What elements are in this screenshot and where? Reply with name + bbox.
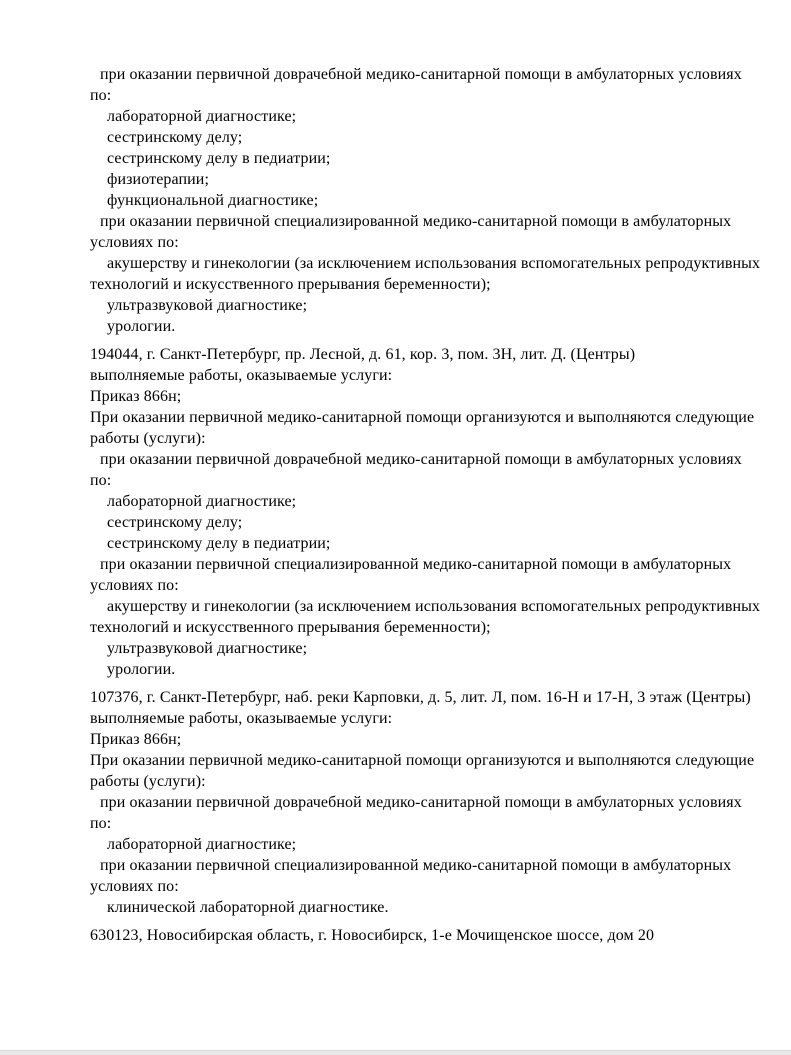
document-line: технологий и искусственного прерывания беременности); (90, 619, 491, 636)
document-line: сестринскому делу в педиатрии; (107, 150, 331, 167)
document-line: условиях по: (90, 234, 179, 251)
document-section-address-karpovki (90, 687, 771, 918)
document-line: сестринскому делу; (107, 514, 243, 531)
document-line: выполняемые работы, оказываемые услуги: (90, 710, 393, 727)
document-line: При оказании первичной медико-санитарной помощи организуются и выполняются следующие (90, 409, 755, 426)
document-line: сестринскому делу в педиатрии; (107, 535, 331, 552)
document-line: сестринскому делу; (107, 129, 243, 146)
document-section-services-continuation (90, 64, 771, 337)
document-line: урологии. (107, 661, 176, 678)
document-line: технологий и искусственного прерывания беременности); (90, 276, 491, 293)
document-line: по: (90, 87, 112, 104)
document-text (90, 64, 771, 946)
document-line: работы (услуги): (90, 430, 206, 447)
document-line: условиях по: (90, 577, 179, 594)
document-line: 630123, Новосибирская область, г. Новосибирск, 1-е Мочищенское шоссе, дом 20 (90, 927, 655, 944)
document-line: акушерству и гинекологии (за исключением использования вспомогательных репродуктивных (107, 598, 761, 615)
document-line: физиотерапии; (107, 171, 210, 188)
document-line: при оказании первичной доврачебной медико-санитарной помощи в амбулаторных условиях (100, 451, 742, 468)
document-line: работы (услуги): (90, 773, 206, 790)
document-line: лабораторной диагностике; (107, 493, 297, 510)
document-line: функциональной диагностике; (107, 192, 319, 209)
document-line: урологии. (107, 318, 176, 335)
document-line: При оказании первичной медико-санитарной помощи организуются и выполняются следующие (90, 752, 755, 769)
document-line: Приказ 866н; (90, 388, 182, 405)
bottom-divider (0, 1050, 791, 1055)
document-line: по: (90, 815, 112, 832)
document-line: клинической лабораторной диагностике. (107, 899, 389, 916)
document-line: по: (90, 472, 112, 489)
document-line: 107376, г. Санкт-Петербург, наб. реки Карповки, д. 5, лит. Л, пом. 16-Н и 17-Н, 3 этаж (Центры) (90, 689, 751, 706)
document-line: лабораторной диагностике; (107, 108, 297, 125)
document-line: выполняемые работы, оказываемые услуги: (90, 367, 393, 384)
document-line: ультразвуковой диагностике; (107, 297, 308, 314)
document-line: при оказании первичной специализированной медико-санитарной помощи в амбулаторных (100, 857, 732, 874)
document-line: при оказании первичной специализированной медико-санитарной помощи в амбулаторных (100, 556, 732, 573)
document-line: при оказании первичной доврачебной медико-санитарной помощи в амбулаторных условиях (100, 66, 742, 83)
document-section-address-novosibirsk (90, 925, 771, 946)
document-line: акушерству и гинекологии (за исключением использования вспомогательных репродуктивных (107, 255, 761, 272)
document-line: Приказ 866н; (90, 731, 182, 748)
document-line: при оказании первичной доврачебной медико-санитарной помощи в амбулаторных условиях (100, 794, 742, 811)
document-line: лабораторной диагностике; (107, 836, 297, 853)
document-line: ультразвуковой диагностике; (107, 640, 308, 657)
document-line: условиях по: (90, 878, 179, 895)
document-line: при оказании первичной специализированной медико-санитарной помощи в амбулаторных (100, 213, 732, 230)
document-section-address-lesnoy (90, 344, 771, 680)
document-line: 194044, г. Санкт-Петербург, пр. Лесной, д. 61, кор. 3, пом. 3Н, лит. Д. (Центры) (90, 346, 636, 363)
